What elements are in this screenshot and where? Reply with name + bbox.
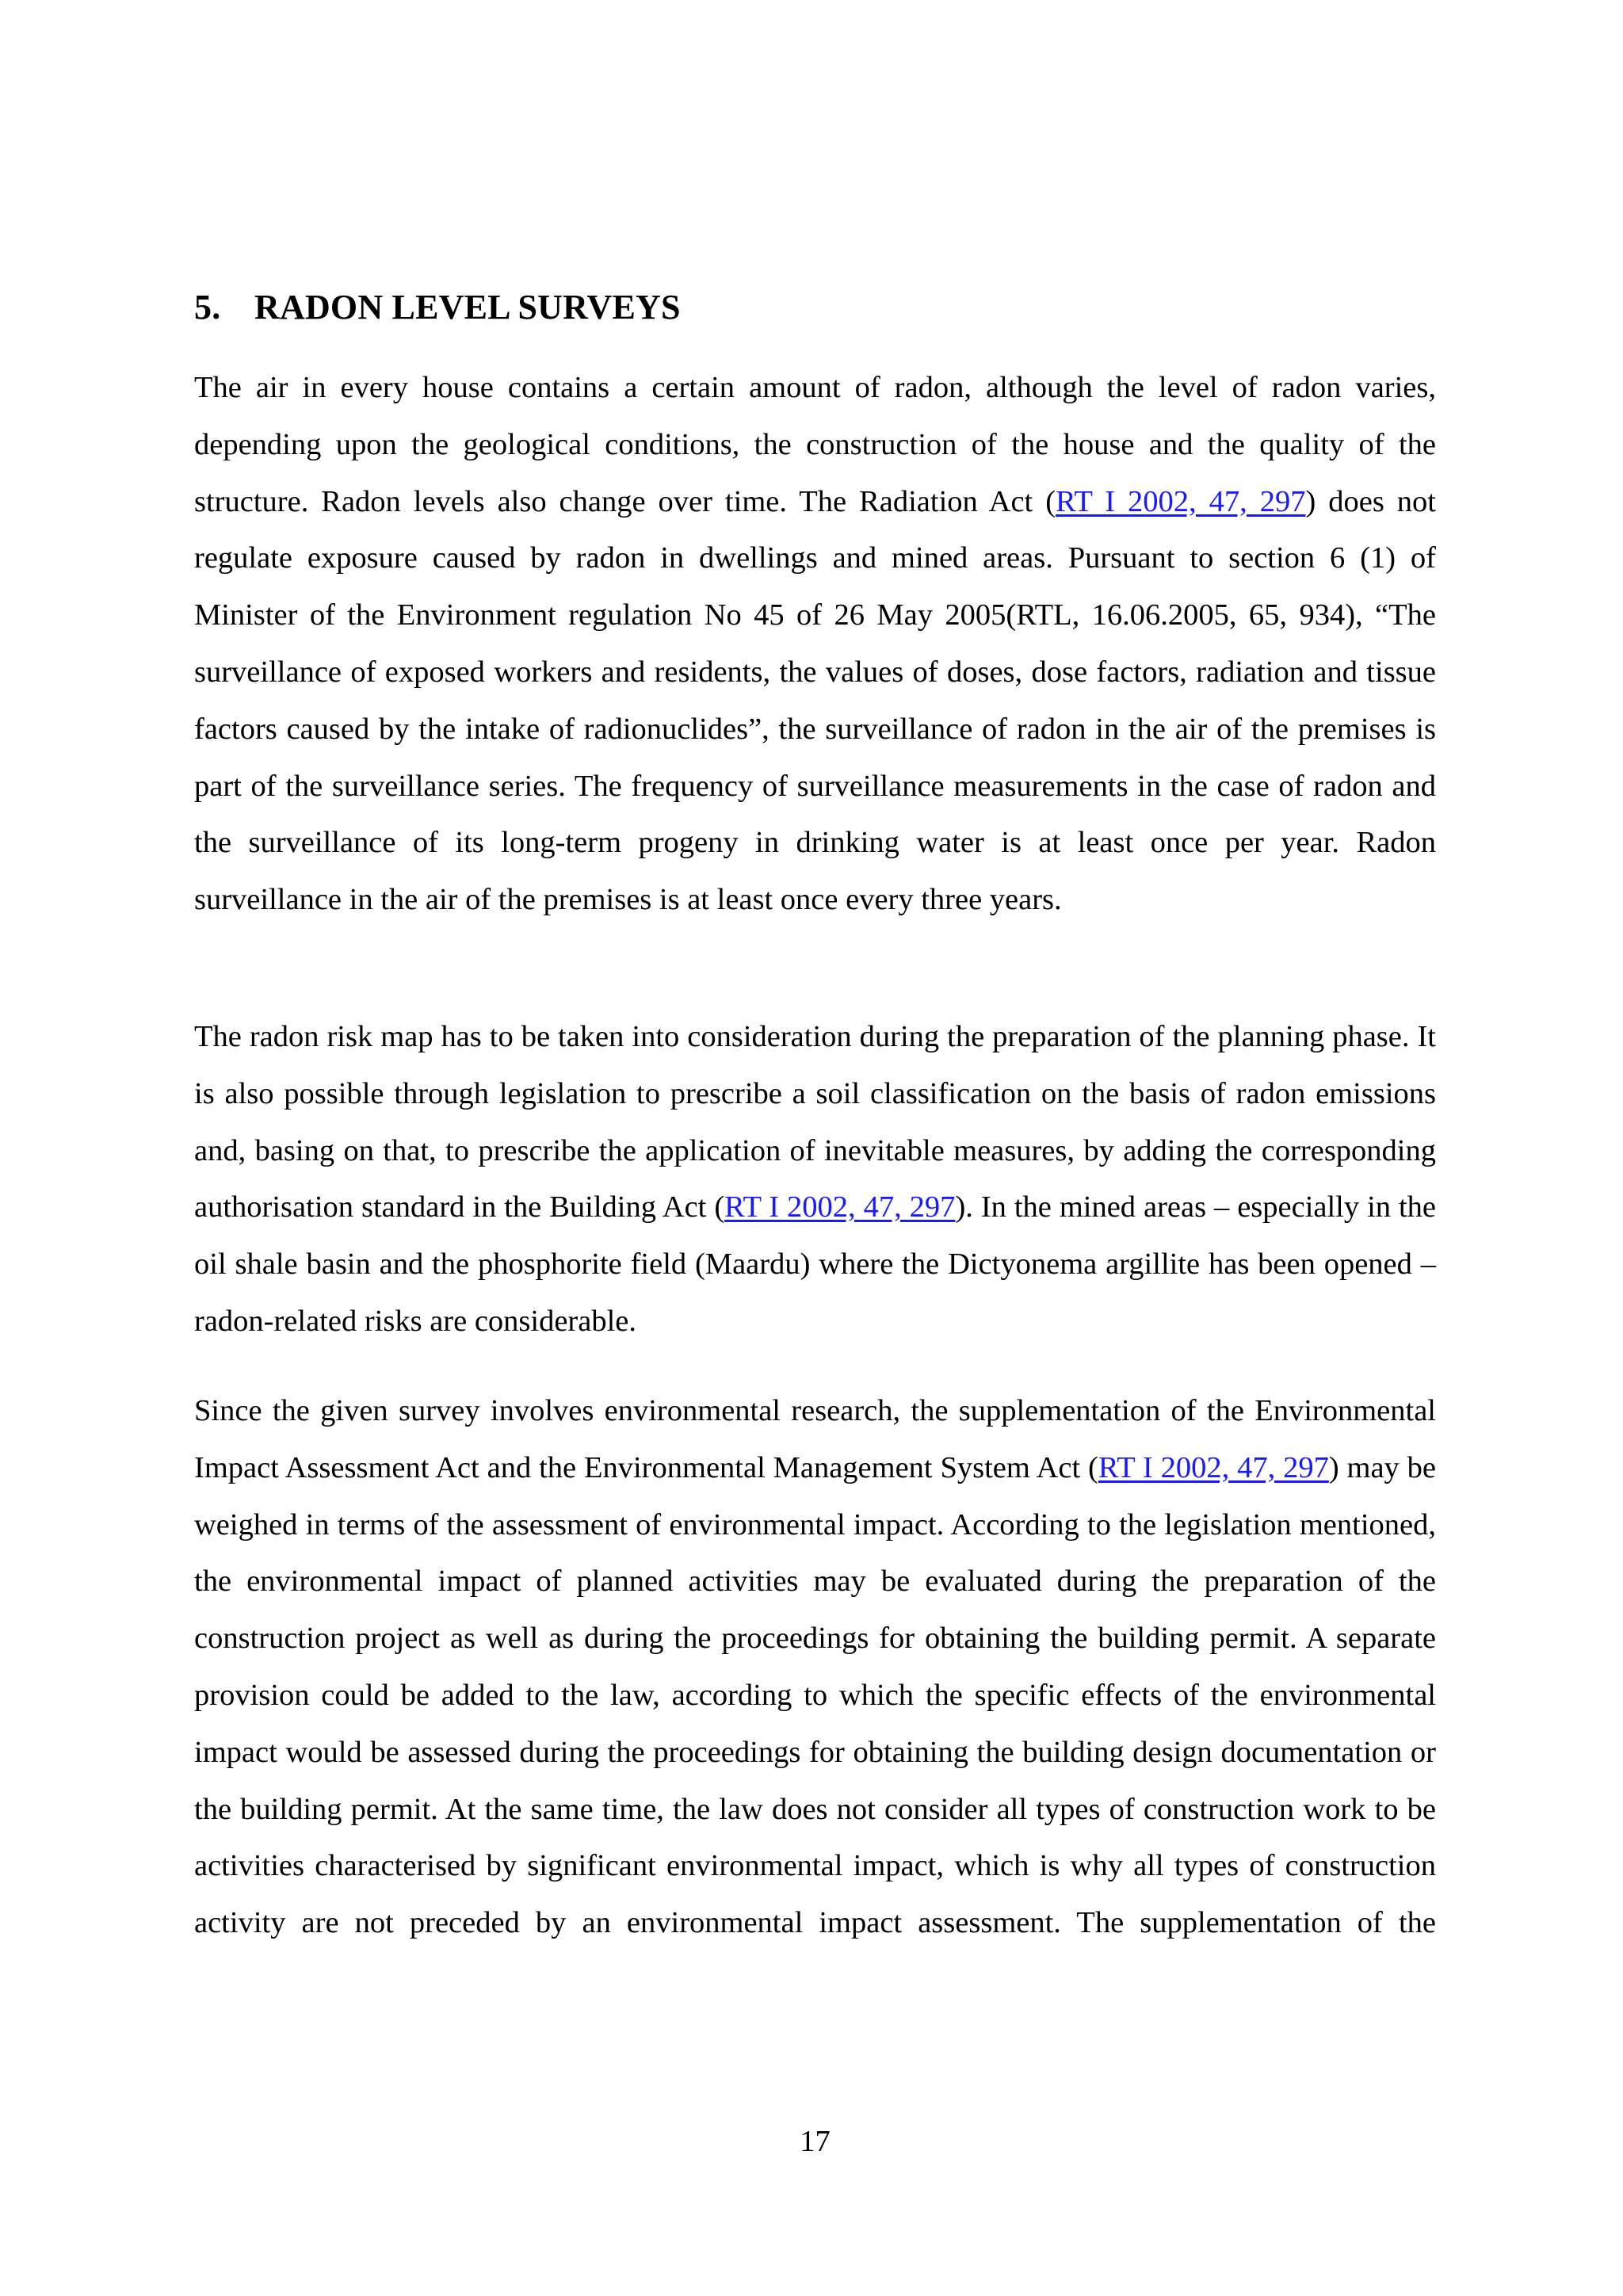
paragraph-3-text-start: Since the given survey involves environmental research, the supplementation of the Environmental Impact Assessment Act and the Environmental Management System Act (	[194, 1394, 1436, 1484]
paragraph-1-text-end: ) does not regulate exposure caused by radon in dwellings and mined areas. Pursuant to section 6 (1) of Minister of the Environment regulation No 45 of 26 May 2005(RTL, 16.06.2005, 65, 934), “The surveillance of exposed workers and residents, the values of doses, dose factors, radiation and tissue factors caused by the intake of radionuclides”, the surveillance of radon in the air of the premises is part of the surveillance series. The frequency of surveillance measurements in the case of radon and the surveillance of its long-term progeny in drinking water is at least once per year. Radon surveillance in the air of the premises is at least once every three years.	[194, 484, 1436, 917]
document-page	[194, 0, 1436, 2296]
section-title: RADON LEVEL SURVEYS	[254, 288, 681, 327]
paragraph-3-text	[194, 1383, 1436, 1952]
section-heading	[194, 284, 681, 331]
paragraph-3	[194, 1383, 1436, 1952]
building-act-link[interactable]: RT I 2002, 47, 297	[724, 1190, 956, 1224]
section-number: 5.	[194, 288, 221, 327]
paragraph-1-text-start: The air in every house contains a certain amount of radon, although the level of radon varies, depending upon the geological conditions, the construction of the house and the quality of the structure. Radon levels also change over time. The Radiation Act (	[194, 371, 1436, 518]
paragraph-2-text-start: The radon risk map has to be taken into consideration during the preparation of the planning phase. It is also possible through legislation to prescribe a soil classification on the basis of radon emissions and, basing on that, to prescribe the application of inevitable measures, by adding the corresponding authorisation standard in the Building Act (	[194, 1020, 1436, 1224]
paragraph-1	[194, 360, 1436, 929]
page-number: 17	[800, 2125, 831, 2158]
paragraph-1-text	[194, 360, 1436, 929]
paragraph-2	[194, 1009, 1436, 1350]
radiation-act-link[interactable]: RT I 2002, 47, 297	[1056, 484, 1306, 518]
paragraph-2-text	[194, 1009, 1436, 1350]
environmental-act-link[interactable]: RT I 2002, 47, 297	[1098, 1450, 1329, 1484]
paragraph-3-text-end: ) may be weighed in terms of the assessment of environmental impact. According to the legislation mentioned, the environmental impact of planned activities may be evaluated during the preparation of the construction project as well as during the proceedings for obtaining the building permit. A separate provision could be added to the law, according to which the specific effects of the environmental impact would be assessed during the proceedings for obtaining the building design documentation or the building permit. At the same time, the law does not consider all types of construction work to be activities characterised by significant environmental impact, which is why all types of construction activity are not preceded by an environmental impact assessment. The supplementation of the	[194, 1450, 1436, 1940]
paragraph-2-text-end: ). In the mined areas – especially in the oil shale basin and the phosphorite field (Maardu) where the Dictyonema argillite has been opened – radon-related risks are considerable.	[194, 1190, 1436, 1338]
